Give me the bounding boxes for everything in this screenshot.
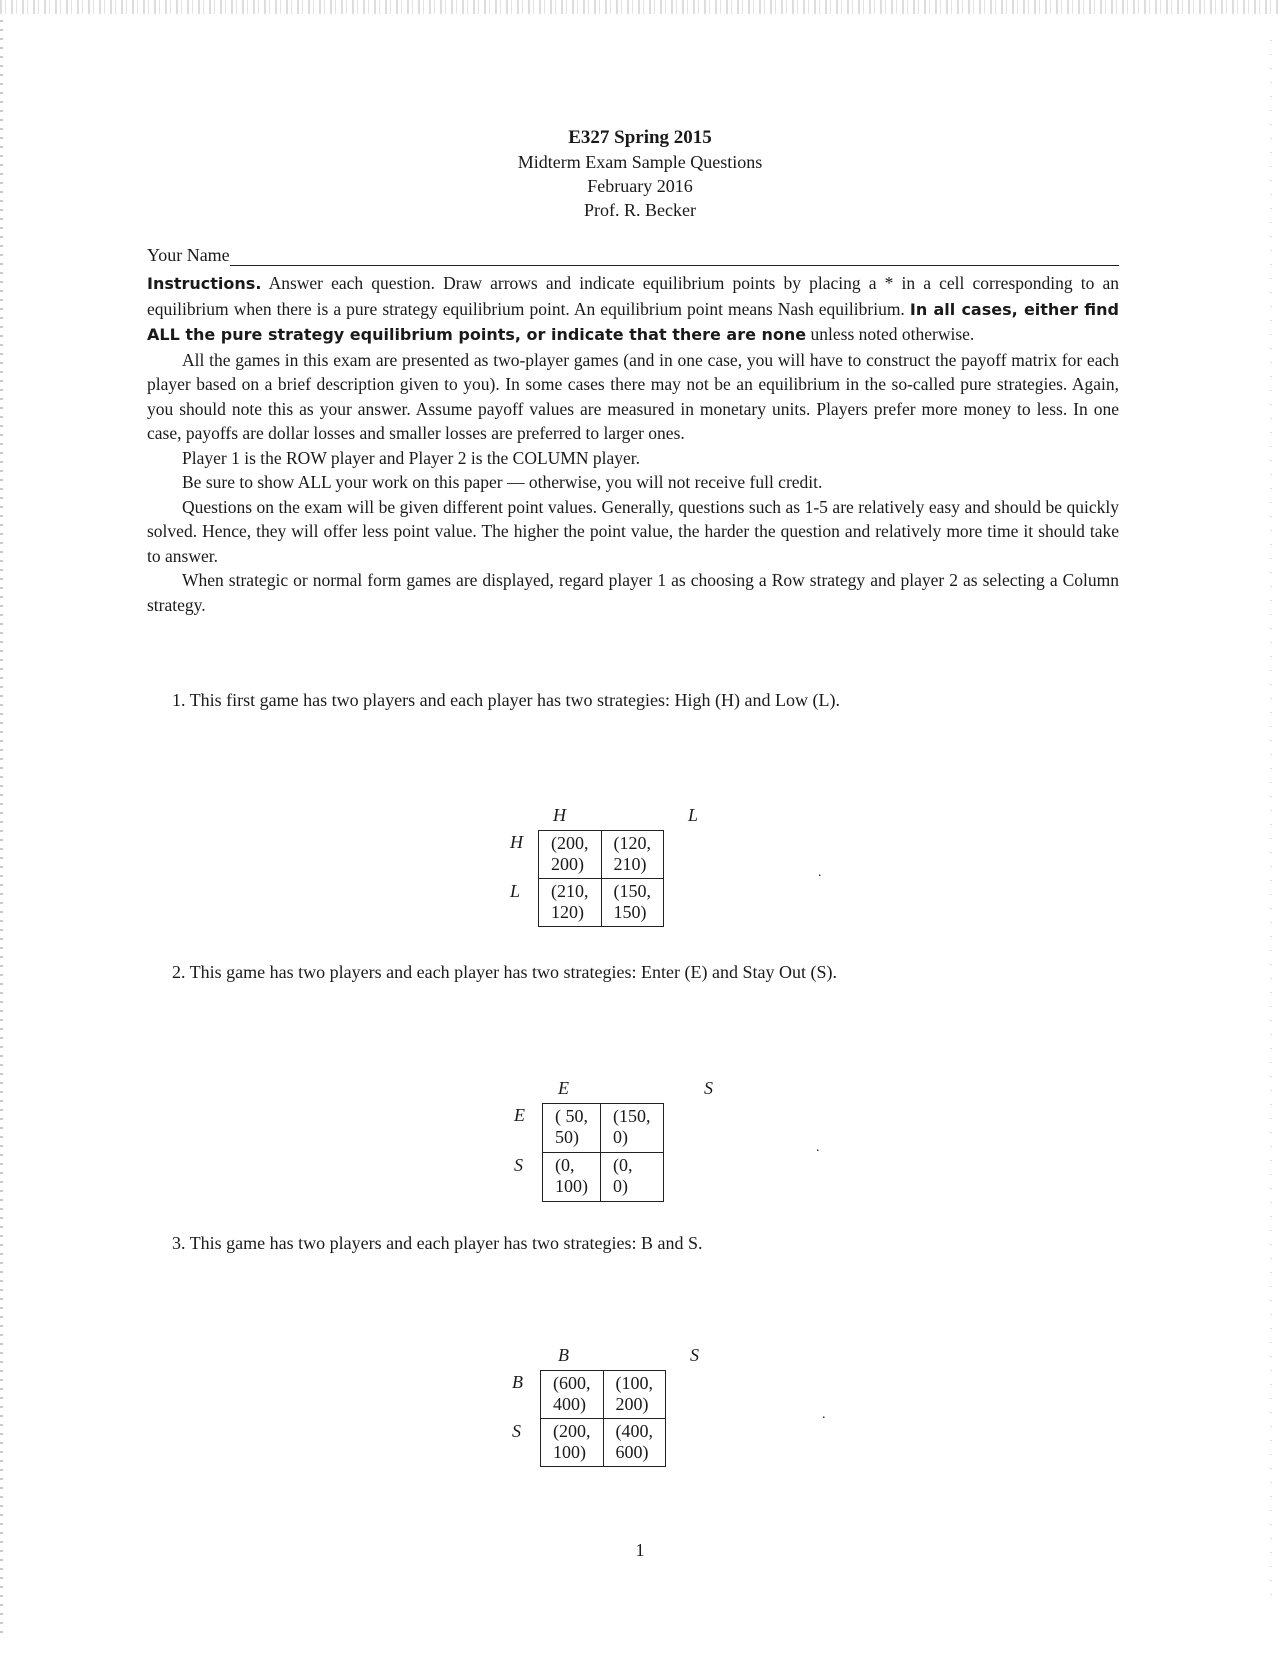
game-2-row-header-2: S	[514, 1155, 523, 1175]
paragraph-players: Player 1 is the ROW player and Player 2 is the COLUMN player.	[182, 447, 640, 468]
game-1-cell-hh[interactable]: (200, 200)	[539, 831, 602, 879]
page-number: 1	[635, 1540, 645, 1560]
exam-date: February 2016	[587, 176, 693, 196]
instructions-text: Answer each question. Draw arrows and indicate equilibrium points by placing a * in a cell corresponding to an equilibrium when there is a pure strategy equilibrium point. An equilibrium point means Nash equilibrium.	[147, 273, 1119, 319]
game-3-cell-bs[interactable]: (100, 200)	[603, 1371, 666, 1419]
game-3-payoff-table	[540, 1370, 666, 1467]
game-1-cell-lh[interactable]: (210, 120)	[539, 879, 602, 927]
exam-subtitle: Midterm Exam Sample Questions	[517, 152, 763, 172]
name-label: Your Name	[147, 245, 230, 265]
name-blank-line	[230, 247, 1119, 266]
game-2-payoff-table	[542, 1103, 664, 1202]
instructions-paragraph	[147, 271, 1119, 348]
instructions-block	[147, 271, 1119, 617]
game-1-cell-ll[interactable]: (150, 150)	[601, 879, 664, 927]
scan-artifact-left	[0, 20, 3, 1640]
game-2-col-header-2: S	[704, 1078, 713, 1098]
game-2-cell-es[interactable]: (150, 0)	[601, 1104, 664, 1153]
game-3-cell-bb[interactable]: (600, 400)	[541, 1371, 604, 1419]
game-1-col-header-1: H	[553, 805, 566, 825]
game-3-col-header-2: S	[690, 1345, 699, 1365]
scan-artifact-top	[0, 0, 1280, 14]
game-2-cell-ee[interactable]: ( 50, 50)	[543, 1104, 601, 1153]
game-2-cell-se[interactable]: (0, 100)	[543, 1153, 601, 1202]
question-3-text: 3. This game has two players and each player has two strategies: B and S.	[172, 1233, 703, 1253]
game-3-row-header-1: B	[512, 1372, 523, 1392]
game-3-cell-sb[interactable]: (200, 100)	[541, 1419, 604, 1467]
game-3-cell-ss[interactable]: (400, 600)	[603, 1419, 666, 1467]
instructions-text-end: unless noted otherwise.	[806, 324, 975, 344]
exam-header	[0, 126, 1280, 222]
game-1-col-header-2: L	[688, 805, 699, 825]
paragraph-point-values: Questions on the exam will be given different point values. Generally, questions such as 1-5 are relatively easy and should be quickly solved. Hence, they will offer less point value. The higher the point value, the harder the question and relatively more time it should take to answer.	[147, 496, 1119, 566]
question-2-text: 2. This game has two players and each player has two strategies: Enter (E) and Stay Out (S).	[172, 962, 837, 982]
game-3-period: .	[822, 1407, 826, 1422]
game-1-payoff-table	[538, 830, 664, 927]
game-1-row-header-2: L	[510, 881, 521, 901]
game-3-col-header-1: B	[558, 1345, 569, 1365]
professor-name: Prof. R. Becker	[584, 200, 696, 220]
instructions-bold-text: In all cases, either find ALL the pure strategy equilibrium points, or indicate that there are none	[147, 299, 1119, 344]
game-1-period: .	[818, 865, 822, 880]
course-title: E327 Spring 2015	[568, 127, 712, 148]
instructions-lead: Instructions.	[147, 274, 262, 293]
game-2-row-header-1: E	[514, 1105, 525, 1125]
paragraph-show-work: Be sure to show ALL your work on this paper — otherwise, you will not receive full credit.	[182, 472, 823, 492]
game-2-cell-ss[interactable]: (0, 0)	[601, 1153, 664, 1202]
name-field	[147, 245, 1119, 266]
paragraph-strategic-form: When strategic or normal form games are displayed, regard player 1 as choosing a Row strategy and player 2 as selecting a Column strategy.	[147, 570, 1119, 615]
question-1-text: 1. This first game has two players and each player has two strategies: High (H) and Low (L).	[172, 690, 840, 710]
scan-artifact-right	[1270, 40, 1272, 1600]
game-1-cell-hl[interactable]: (120, 210)	[601, 831, 664, 879]
game-2-period: .	[816, 1140, 820, 1155]
game-1-row-header-1: H	[510, 832, 523, 852]
game-2-col-header-1: E	[558, 1078, 569, 1098]
game-3-row-header-2: S	[512, 1421, 521, 1441]
paragraph-games: All the games in this exam are presented as two-player games (and in one case, you will have to construct the payoff matrix for each player based on a brief description given to you). In some cases there may not be an equilibrium in the so-called pure strategies. Again, you should note this as your answer. Assume payoff values are measured in monetary units. Players prefer more money to less. In one case, payoffs are dollar losses and smaller losses are preferred to larger ones.	[147, 349, 1119, 443]
